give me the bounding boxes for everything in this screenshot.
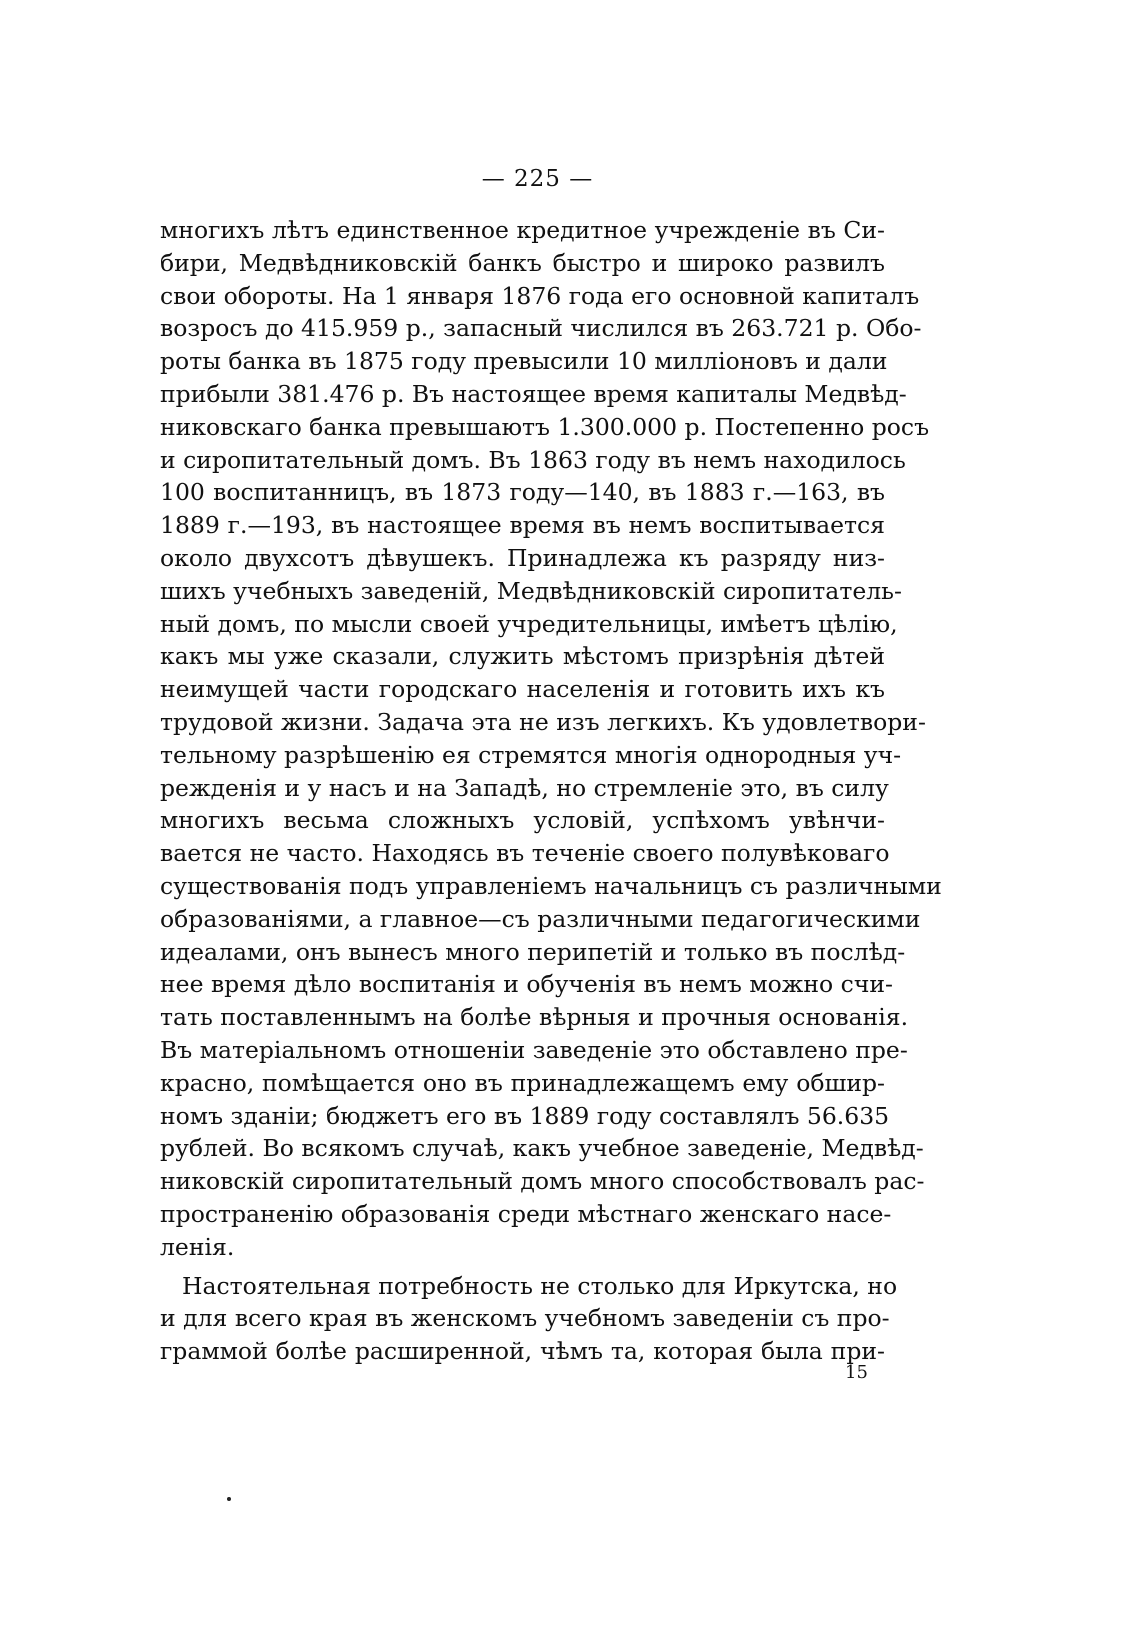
text-line: нее время дѣло воспитанія и обученія въ немъ можно счи- [160, 970, 893, 999]
paragraph-2 [160, 1270, 898, 1368]
text-line: возросъ до 415.959 р., запасный числился въ 263.721 р. Обо- [160, 314, 922, 343]
text-line: и для всего края въ женскомъ учебномъ заведеніи съ про- [160, 1304, 890, 1333]
text-line: красно, помѣщается оно въ принадлежащемъ ему обшир- [160, 1068, 885, 1097]
text-line: неимущей части городскаго населенія и готовить ихъ къ [160, 675, 885, 704]
text-line: ленія. [160, 1232, 235, 1261]
text-line: трудовой жизни. Задача эта не изъ легкихъ. Къ удовлетвори- [160, 707, 926, 736]
text-line: существованія подъ управленіемъ начальницъ съ различными [160, 871, 942, 900]
text-line: многихъ лѣтъ единственное кредитное учрежденіе въ Си- [160, 216, 885, 244]
text-line: образованіями, а главное—съ различными педагогическими [160, 904, 921, 933]
text-line: ный домъ, по мысли своей учредительницы, имѣетъ цѣлію, [160, 609, 898, 638]
text-line: 100 воспитанницъ, въ 1873 году—140, въ 1883 г.—163, въ [160, 478, 885, 507]
paragraph-1 [160, 214, 942, 1264]
text-line: прибыли 381.476 р. Въ настоящее время капиталы Медвѣд- [160, 379, 907, 408]
text-line: многихъ весьма сложныхъ условій, успѣхомъ увѣнчи- [160, 806, 885, 835]
text-line: идеалами, онъ вынесъ много перипетій и только въ послѣд- [160, 937, 906, 966]
text-line: пространенію образованія среди мѣстнаго женскаго насе- [160, 1199, 892, 1228]
text-line: режденія и у насъ и на Западѣ, но стремленіе это, въ силу [160, 773, 889, 802]
text-line: около двухсотъ дѣвушекъ. Принадлежа къ разряду низ- [160, 543, 885, 572]
body-text [160, 214, 942, 1368]
text-line: вается не часто. Находясь въ теченіе своего полувѣковаго [160, 839, 890, 868]
text-line: свои обороты. На 1 января 1876 года его основной капиталъ [160, 281, 920, 310]
signature-mark: 15 [845, 1362, 868, 1383]
ink-speck [227, 1497, 231, 1501]
text-line: тать поставленнымъ на болѣе вѣрныя и прочныя основанія. [160, 1003, 909, 1032]
text-line: шихъ учебныхъ заведеній, Медвѣдниковскій сиропитатель- [160, 576, 902, 605]
text-line: рублей. Во всякомъ случаѣ, какъ учебное заведеніе, Медвѣд- [160, 1134, 924, 1163]
text-line: роты банка въ 1875 году превысили 10 милліоновъ и дали [160, 347, 888, 376]
text-line: бири, Медвѣдниковскій банкъ быстро и широко развилъ [160, 248, 885, 277]
text-line: граммой болѣе расширенной, чѣмъ та, которая была при- [160, 1337, 885, 1366]
text-line: и сиропитательный домъ. Въ 1863 году въ немъ находилось [160, 445, 906, 474]
text-line: номъ зданіи; бюджетъ его въ 1889 году составлялъ 56.635 [160, 1101, 890, 1130]
text-line: никовскаго банка превышаютъ 1.300.000 р. Постепенно росъ [160, 412, 930, 441]
page-number: — 225 — [481, 166, 594, 192]
text-line: какъ мы уже сказали, служить мѣстомъ призрѣнія дѣтей [160, 642, 885, 671]
text-line: Настоятельная потребность не столько для Иркутска, но [182, 1271, 898, 1300]
text-line: тельному разрѣшенію ея стремятся многія однородныя уч- [160, 740, 902, 769]
text-line: никовскій сиропитательный домъ много способствовалъ рас- [160, 1167, 925, 1196]
text-line: 1889 г.—193, въ настоящее время въ немъ воспитывается [160, 511, 885, 540]
text-line: Въ матеріальномъ отношеніи заведеніе это обставлено пре- [160, 1035, 908, 1064]
